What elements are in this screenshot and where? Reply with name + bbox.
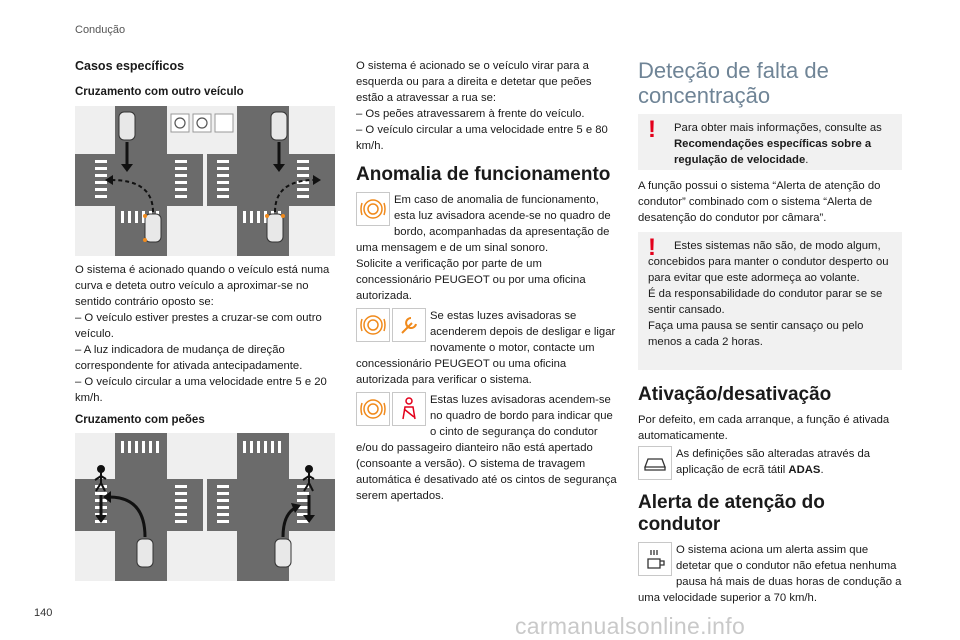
text-line: sentido contrário oposto se: [75, 296, 214, 308]
page-title-line-1: Deteção de falta de [638, 58, 829, 83]
activation-settings-end: . [820, 464, 824, 476]
column-1-text [75, 262, 337, 428]
text-line: veículo. [75, 328, 114, 340]
warning-text-1: Estes sistemas não são, de modo algum, concebidos para manter o condutor desperto ou para evitar que este adormeça ao volante. [648, 240, 889, 284]
text-line: O sistema é acionado quando o veículo está numa [75, 264, 330, 276]
note-reference-link: Recomendações específicas sobre a regulação de velocidade [674, 138, 872, 166]
malfunction-text-1: Em caso de anomalia de funcionamento, esta luz avisadora acende-se no quadro de bordo, acompanhadas da apresentação de uma mensagem e de um sinal sonoro. [356, 194, 611, 254]
collision-warning-icon [356, 392, 390, 426]
section-heading: Casos específicos [75, 59, 185, 73]
column-3 [638, 58, 902, 108]
text-line: km/h. [75, 392, 103, 404]
subheading-pedestrian-crossing: Cruzamento com peões [75, 414, 205, 426]
activation-text: Por defeito, em cada arranque, a função é ativada automaticamente. [638, 414, 890, 442]
adas-label: ADAS [788, 464, 821, 476]
text-line: – A luz indicadora de mudança de direção [75, 344, 285, 356]
figure-vehicle-crossing [75, 106, 335, 256]
column-2 [356, 58, 618, 504]
seatbelt-icon [392, 392, 426, 426]
text-line: esquerda ou para a direita e detetar que peões [356, 76, 592, 88]
note-reference-lead: Para obter mais informações, consulte as [674, 122, 882, 134]
warning-exclamation-icon: ! [648, 116, 656, 143]
activation-settings-text: As definições são alteradas através da aplicação de ecrã tátil [676, 448, 871, 476]
column-1 [75, 58, 337, 100]
malfunction-text-2: Se estas luzes avisadoras se acenderem depois de desligar e ligar novamente o motor, contacte um concessionário PEUGEOT ou uma oficina autorizada para verificar o sistema. [356, 310, 616, 386]
driver-attention-body: O sistema aciona um alerta assim que detetar que o condutor não efetua nenhuma pausa há mais de duas horas de condução a uma velocidade superior a 70 km/h. [638, 544, 902, 604]
text-line: – Os peões atravessarem à frente do veículo. [356, 108, 585, 120]
collision-warning-icon [356, 192, 390, 226]
warning-lights-group [356, 392, 426, 426]
tablet-car-icon [638, 446, 672, 480]
text-line: – O veículo circular a uma velocidade entre 5 e 80 [356, 124, 608, 136]
malfunction-paragraph-2 [356, 308, 618, 388]
malfunction-text-3: Estas luzes avisadoras acendem-se no quadro de bordo para indicar que o cinto de segurança do condutor e/ou do passageiro dianteiro não está apertado (consoante a versão). O sistema de travagem automática é desativado até os cintos de segurança serem apertados. [356, 394, 617, 502]
malfunction-heading: Anomalia de funcionamento [356, 164, 611, 185]
text-line: km/h. [356, 140, 384, 152]
text-line: O sistema é acionado se o veículo virar para a [356, 60, 589, 72]
driver-attention-text [638, 542, 902, 606]
malfunction-paragraph-1b: Solicite a verificação por parte de um concessionário PEUGEOT ou por uma oficina autorizada. [356, 258, 586, 302]
text-line: – O veículo estiver prestes a cruzar-se com outro [75, 312, 322, 324]
page-title-line-2: concentração [638, 83, 771, 108]
column-3-para-1 [638, 178, 902, 226]
note-reference-text [648, 116, 892, 168]
driver-attention-heading: Alerta de atenção do condutor [638, 492, 825, 535]
note-reference-end: . [805, 154, 809, 166]
malfunction-paragraph-1 [356, 192, 618, 256]
subheading-vehicle-crossing: Cruzamento com outro veículo [75, 86, 244, 98]
text-line: estão a atravessar a rua se: [356, 92, 497, 104]
collision-warning-icon [356, 308, 390, 342]
activation-settings [638, 446, 902, 478]
warning-lights-group [356, 308, 426, 342]
note-box-reference [638, 114, 902, 170]
figure-pedestrian-crossing [75, 433, 335, 581]
watermark: carmanualsonline.info [515, 613, 746, 639]
vehicle-crossing-diagram [75, 106, 335, 256]
running-header: Condução [75, 24, 126, 36]
column-3-activation [638, 384, 902, 606]
pedestrian-crossing-diagram [75, 433, 335, 581]
activation-heading: Ativação/desativação [638, 384, 832, 405]
collision-warning-icon [171, 114, 233, 132]
driver-alert-intro: A função possui o sistema “Alerta de atenção do condutor” combinado com o sistema “Alerta de desatenção do condutor por câmara”. [638, 180, 881, 224]
malfunction-paragraph-3 [356, 392, 618, 504]
wrench-icon [392, 308, 426, 342]
warning-exclamation-icon: ! [648, 234, 656, 261]
warning-text-3: Faça uma pausa se sentir cansaço ou pelo menos a cada 2 horas. [648, 320, 864, 348]
coffee-alert-icon [638, 542, 672, 576]
page-number: 140 [34, 607, 53, 619]
text-line: correspondente for ativada antecipadamente. [75, 360, 303, 372]
text-line: – O veículo circular a uma velocidade entre 5 e 20 [75, 376, 327, 388]
warning-text-2: É da responsabilidade do condutor parar se se sentir cansado. [648, 288, 883, 316]
note-box-warning [638, 232, 902, 370]
text-line: curva e deteta outro veículo a aproximar-se no [75, 280, 309, 292]
